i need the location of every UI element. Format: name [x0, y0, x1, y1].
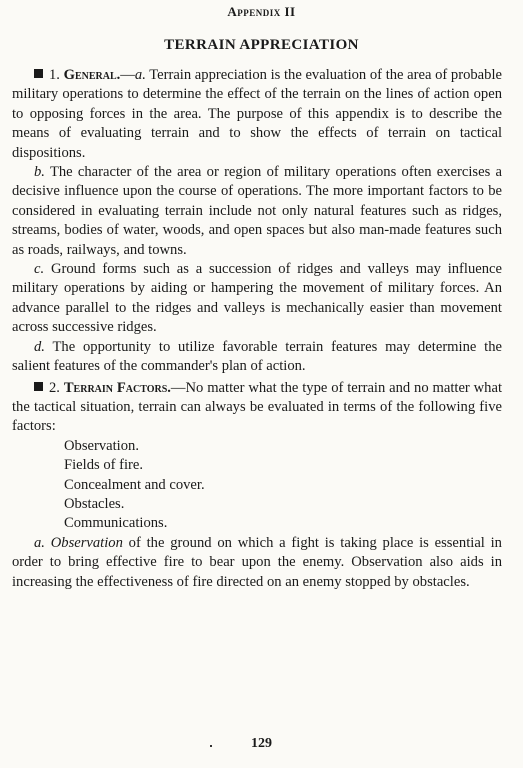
section-1-number: 1.	[49, 67, 60, 83]
section-1-dash: —	[120, 67, 135, 83]
list-item: Observation.	[64, 437, 139, 454]
section-marker-icon	[34, 69, 43, 78]
para-text: No matter what the type of terrain and no matter what the tactical situation, terrain can always be evaluated in terms of the following five factors:	[12, 379, 502, 435]
appendix-heading: Appendix II	[227, 4, 296, 19]
para-letter: d.	[34, 338, 45, 355]
page-number: 129	[251, 736, 272, 751]
para-letter: a.	[34, 534, 45, 551]
para-letter: b.	[34, 164, 45, 181]
section-1-para-b	[12, 163, 502, 260]
para-text: Terrain appreciation is the evaluation of the area of probable military operations to determine the effect of the terrain on the lines of action open to opposing forces in the area. The purpose of this appendix is to describe the means of evaluating terrain and to show the effects of terrain on tactical dispositions.	[12, 67, 502, 161]
document-body	[12, 66, 502, 592]
para-text: Ground forms such as a succession of ridges and valleys may influence military operations by aiding or hampering the movement of military forces. An advance parallel to the ridges and valleys is mechanically easier than movement across successive ridges.	[12, 261, 503, 336]
para-letter: c.	[34, 261, 45, 278]
section-marker-icon	[34, 382, 43, 391]
list-item: Fields of fire.	[64, 457, 144, 474]
page-title: TERRAIN APPRECIATION	[164, 37, 359, 53]
para-letter: a.	[134, 67, 146, 83]
factor-list	[12, 437, 502, 534]
section-2-para-a	[12, 534, 502, 592]
para-text: of the ground on which a fight is taking place is essential in order to bring effective fire to bear upon the enemy. Observation also aids in increasing the effectiveness of fire directed on an enemy stopped by obstacles.	[12, 534, 502, 590]
list-item: Communications.	[64, 515, 168, 532]
section-1-para-c	[12, 260, 502, 338]
para-text: The opportunity to utilize favorable terrain features may determine the salient features of the commander's plan of action.	[12, 338, 502, 375]
section-2-number: 2.	[49, 379, 60, 396]
list-item: Concealment and cover.	[64, 476, 205, 493]
section-2-dash: —	[170, 379, 186, 396]
para-term: Observation	[50, 534, 123, 551]
section-2-intro	[12, 379, 502, 437]
section-2-heading: Terrain Factors.	[63, 379, 171, 396]
section-1-para-a	[12, 66, 502, 163]
section-1-heading: General.	[63, 67, 121, 83]
section-1-para-d	[12, 338, 502, 377]
list-item: Obstacles.	[64, 495, 125, 512]
para-text: The character of the area or region of military operations often exercises a decisive influence upon the course of operations. The more important factors to be considered in evaluating terrain include not only natural features such as ridges, streams, bodies of water, woods, and open spaces but also man-made features such as roads, railways, and towns.	[12, 164, 502, 258]
